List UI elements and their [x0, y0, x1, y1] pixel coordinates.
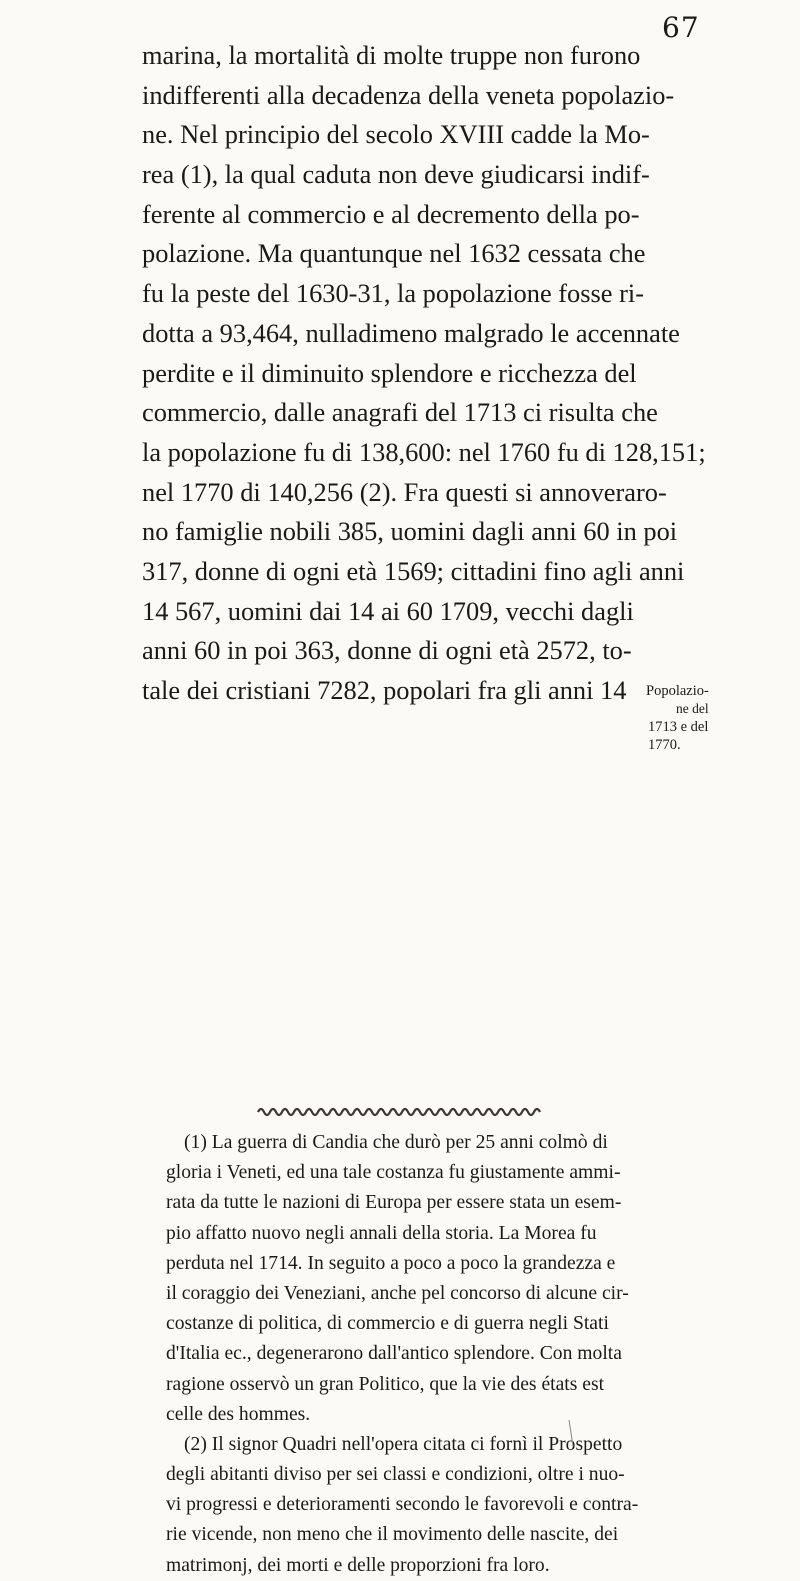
margin-note-line: ne del [676, 701, 709, 716]
footnote-line: d'Italia ec., degenerarono dall'antico splendore. Con molta [166, 1343, 622, 1365]
footnote-line: matrimonj, dei morti e delle proporzioni fra loro. [166, 1554, 550, 1576]
footnotes [166, 1128, 666, 1581]
footnote-line: ragione osservò un gran Politico, que la vie des états est [166, 1373, 605, 1395]
footnote-line: costanze di politica, di commercio e di guerra negli Stati [166, 1313, 609, 1335]
stray-ink-mark [567, 1418, 575, 1448]
footnote-line: (1) La guerra di Candia che durò per 25 anni colmò di [184, 1132, 608, 1153]
text-line: ferente al commercio e al decremento della po- [142, 198, 640, 229]
footnote-line: celle des hommes. [166, 1403, 311, 1425]
text-line: 317, donne di ogni età 1569; cittadini fino agli anni [142, 555, 685, 586]
text-line: indifferenti alla decadenza della veneta popolazio- [142, 79, 675, 110]
footnote-line: rata da tutte le nazioni di Europa per essere stata un esem- [166, 1192, 622, 1214]
text-line: perdite e il diminuito splendore e ricchezza del [142, 357, 637, 388]
footnote-line: (2) Il signor Quadri nell'opera citata ci fornì il Prospetto [184, 1433, 623, 1455]
text-line: nel 1770 di 140,256 (2). Fra questi si annoverarо- [142, 476, 667, 507]
ornamental-rule [256, 1105, 544, 1119]
page-number: 67 [662, 11, 700, 44]
text-line: no famiglie nobili 385, uomini dagli anni 60 in poi [142, 516, 678, 547]
text-line: anni 60 in poi 363, donne di ogni età 2572, to- [142, 635, 632, 666]
margin-note [646, 682, 796, 754]
footnote-line: vi progressi e deterioramenti secondo le favorevoli e contra- [166, 1494, 639, 1516]
footnote-line: degli abitanti diviso per sei classi e condizioni, oltre i nuo- [166, 1464, 625, 1486]
text-line: ne. Nel principio del secolo XVIII cadde la Mo- [142, 119, 650, 150]
margin-note-line: 1713 e del [648, 719, 709, 735]
text-line: polazione. Ma quantunque nel 1632 cessata che [142, 238, 646, 269]
text-line: la popolazione fu di 138,600: nel 1760 fu di 128,151; [142, 436, 706, 467]
text-line: 14 567, uomini dai 14 ai 60 1709, vecchi dagli [142, 595, 634, 626]
footnote-line: gloria i Veneti, ed una tale costanza fu giustamente ammi- [166, 1162, 621, 1184]
text-line: commercio, dalle anagrafi del 1713 ci risulta che [142, 397, 658, 428]
margin-note-line: 1770. [648, 737, 681, 753]
text-line: tale dei cristiani 7282, popolari fra gli anni 14 [142, 675, 627, 705]
footnote-line: pio affatto nuovo negli annali della storia. La Morea fu [166, 1222, 597, 1244]
footnote-line: perduta nel 1714. In seguito a poco a poco la grandezza e [166, 1252, 616, 1274]
text-line: dotta a 93,464, nulladimeno malgrado le accennate [142, 317, 680, 348]
text-line: rea (1), la qual caduta non deve giudicarsi indif- [142, 159, 650, 190]
margin-note-line: Popolazio- [646, 683, 709, 699]
footnote-line: rie vicende, non meno che il movimento delle nascite, dei [166, 1524, 619, 1546]
footnote-line: il coraggio dei Veneziani, anche pel concorso di alcune cir- [166, 1282, 629, 1304]
text-line: marina, la mortalità di molte truppe non furono [142, 40, 641, 70]
text-line: fu la peste del 1630-31, la popolazione fosse ri- [142, 278, 645, 309]
